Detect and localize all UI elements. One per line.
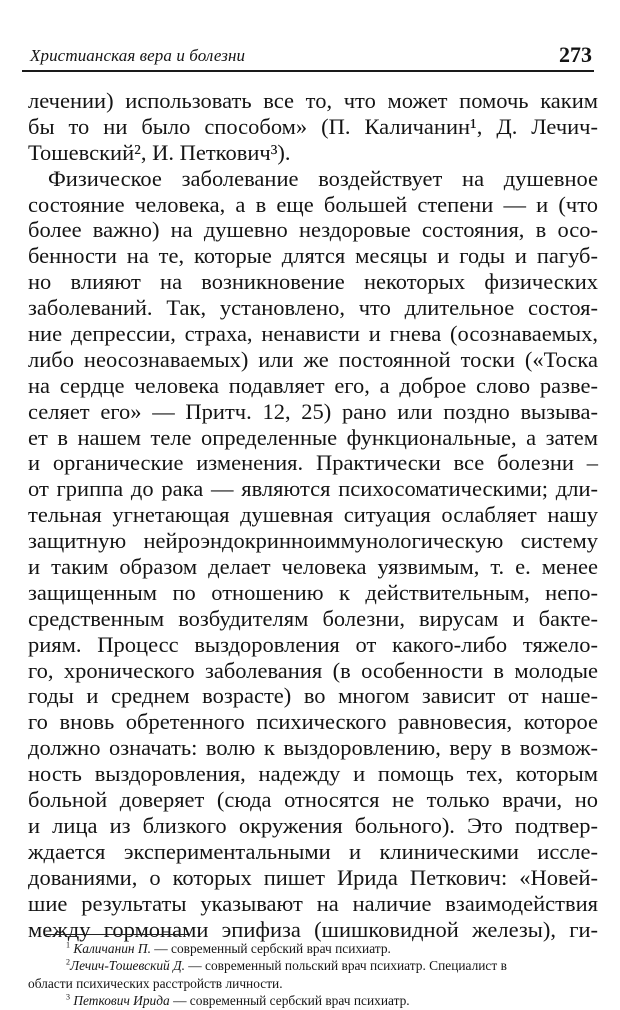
footnote-text: — современный польский врач психиатр. Специалист в (184, 958, 507, 974)
paragraph-first-line: Физическое заболевание воздействует на душевное (48, 165, 598, 191)
footnotes (28, 940, 606, 1010)
text-line: состояние человека, а в еще большей степени — и (что (28, 191, 598, 217)
footnote-1 (28, 940, 606, 957)
text-line: дованиями, о которых пишет Ирида Петкович: «Новей- (28, 864, 598, 890)
footnote-3 (28, 992, 606, 1009)
body-text (28, 88, 598, 942)
text-line: ждается экспериментальными и клиническими иссле- (28, 838, 598, 864)
text-line: ние депрессии, страха, ненависти и гнева (осознаваемых, (28, 321, 598, 347)
text-line: но влияют на возникновение некоторых физических (28, 269, 598, 295)
footnote-mark: 2 (66, 957, 71, 967)
text-line: заболеваний. Так, установлено, что длительное состоя- (28, 295, 598, 321)
text-line: должно означать: волю к выздоровлению, веру в возмож- (28, 735, 598, 761)
text-line: либо неосознаваемых) или же постоянной тоски («Тоска (28, 346, 598, 372)
text-line: Тошевский², И. Петкович³). (28, 139, 291, 165)
text-line: и таким образом делает человека уязвимым, т. е. менее (28, 554, 598, 580)
footnote-2 (28, 957, 606, 974)
text-line: ность выздоровления, надежду и помощь тех, которым (28, 761, 598, 787)
page-header (22, 42, 594, 72)
text-line: годы и среднем возрасте) во многом зависит от наше- (28, 683, 598, 709)
text-line: шие результаты указывают на наличие взаимодействия (28, 890, 598, 916)
text-line: го, хронического заболевания (в особенности в молодые (28, 657, 598, 683)
text-line: риям. Процесс выздоровления от какого-либо тяжело- (28, 631, 598, 657)
footnote-author: Лечич-Тошевский Д. (70, 958, 185, 974)
footnote-text: — современный сербский врач психиатр. (169, 993, 410, 1009)
text-line: более важно) на душевно нездоровые состояния, в осо- (28, 217, 598, 243)
text-line: и органические изменения. Практически все болезни – (28, 450, 598, 476)
text-line: от гриппа до рака — являются психосоматическими; дли- (28, 476, 598, 502)
text-line: больной доверяет (сюда относятся не только врачи, но (28, 787, 598, 813)
footnote-mark: 1 (66, 940, 71, 950)
text-line: бенности на те, которые длятся месяцы и годы и пагуб- (28, 243, 598, 269)
text-line: между гормонами эпифиза (шишковидной железы), ги- (28, 916, 598, 942)
footnote-author: Каличанин П. (73, 941, 151, 956)
footnote-divider (46, 934, 188, 935)
footnote-author: Петкович Ирида (73, 993, 170, 1009)
text-line: селяет его» — Притч. 12, 25) рано или поздно вызыва- (28, 398, 598, 424)
text-line: на сердце человека подавляет его, а доброе слово разве- (28, 372, 598, 398)
text-line: ет в нашем теле определенные функциональные, а затем (28, 424, 598, 450)
footnote-mark: 3 (66, 992, 71, 1002)
running-title: Христианская вера и болезни (30, 46, 246, 65)
text-line: защищенным по отношению к действительным, непо- (28, 579, 598, 605)
text-line: и лица из близкого окружения больного). Это подтвер- (28, 812, 598, 838)
page-number: 273 (559, 42, 592, 67)
footnote-text: — современный сербский врач психиатр. (150, 941, 391, 956)
text-line: лечении) использовать все то, что может помочь каким (28, 88, 598, 113)
text-line: тельная угнетающая душевная ситуация ослабляет нашу (28, 502, 598, 528)
text-line: го вновь обретенного психического равновесия, которое (28, 709, 598, 735)
text-line: защитную нейроэндокринноиммунологическую систему (28, 528, 598, 554)
text-line: бы то ни было способом» (П. Каличанин¹, Д. Лечич- (28, 113, 598, 139)
footnote-2-continuation: области психических расстройств личности. (28, 975, 283, 991)
text-line: средственным возбудителям болезни, вирусам и бакте- (28, 605, 598, 631)
